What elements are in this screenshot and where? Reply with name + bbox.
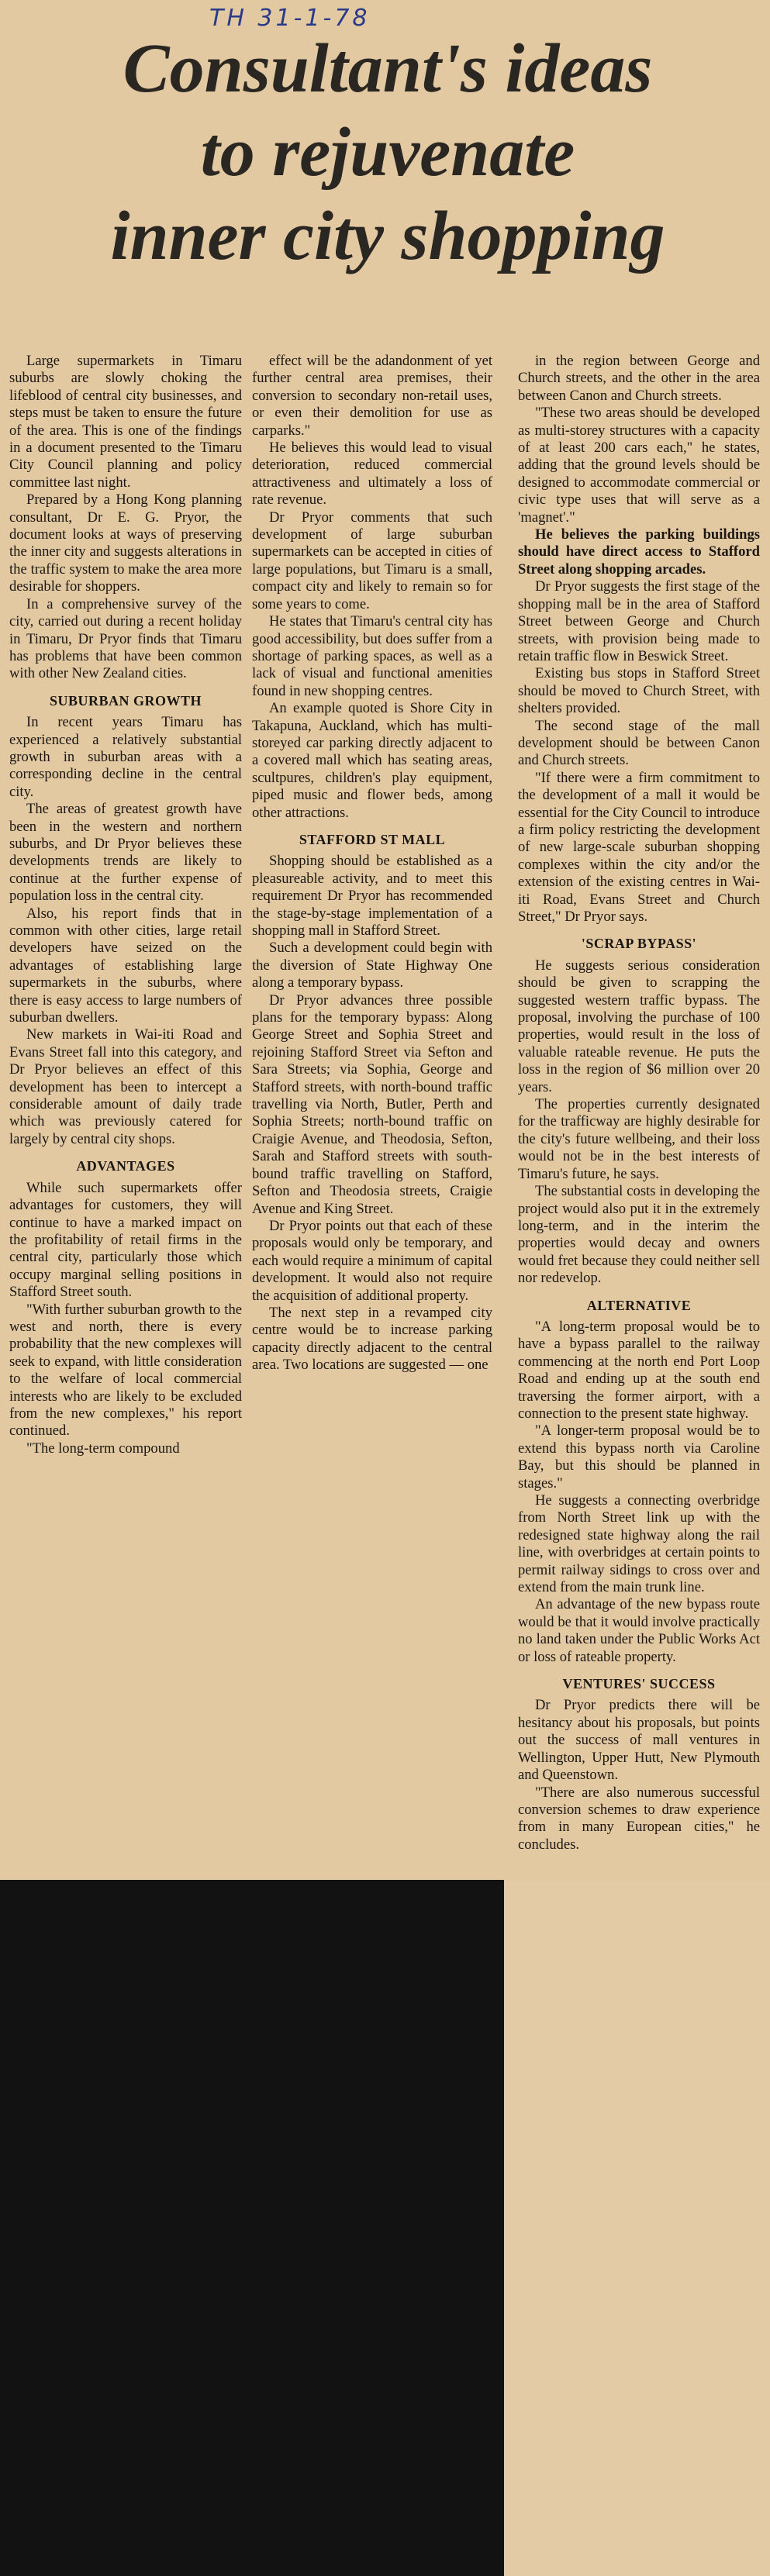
headline-line: inner city shopping [110,198,665,274]
paragraph: "If there were a firm commitment to the development of a mall it would be essential for the City Council to introduce a firm policy restricting the development of new large-scale suburban shopping complexes within the city and/or the extension of the existing centres in Wai-iti Road, Evans Street and Church Street," Dr Pryor says. [518,769,760,925]
subheading: SUBURBAN GROWTH [49,692,202,709]
paragraph: The properties currently designated for the trafficway are highly desirable for the city's future wellbeing, and their loss would not be in the best interests of Timaru's future, he says. [518,1096,760,1182]
paragraph: "With further suburban growth to the west and north, there is every probability that the new complexes will seek to expand, with little consideration to the welfare of local commercial interests who are likely to be excluded from the new complexes," his report continued. [9,1301,242,1440]
paragraph: "A longer-term proposal would be to extend this bypass north via Caroline Bay, but this should be planned in stages." [518,1422,760,1491]
paragraph: He suggests serious consideration should be given to scrapping the suggested western traffic bypass. The proposal, involving the purchase of 100 properties, would result in the loss of valuable rateable revenue. He puts the loss in the region of $6 million over 20 years. [518,957,760,1095]
subheading: VENTURES' SUCCESS [562,1676,716,1692]
paragraph: Dr Pryor points out that each of these proposals would only be temporary, and each would require a minimum of capital development. It would also not require the acquisition of additional property. [252,1217,492,1304]
subheading: STAFFORD ST MALL [299,831,446,847]
paragraph: Existing bus stops in Stafford Street should be moved to Church Street, with shelters provided. [518,665,760,717]
paragraph: Such a development could begin with the diversion of State Highway One along a temporary bypass. [252,940,492,991]
paragraph: He states that Timaru's central city has good accessibility, but does suffer from a shortage of parking spaces, as well as a lack of visual and functional amenities found in new shopping centres. [252,613,492,699]
paragraph: Dr Pryor comments that such development of large suburban supermarkets can be accepted in cities of large populations, but Timaru is a small, compact city and likely to remain so for some years to come. [252,509,492,612]
paragraph: An advantage of the new bypass route would be that it would involve practically no land taken under the Public Works Act or loss of rateable property. [518,1596,760,1665]
paragraph: The substantial costs in developing the project would also put it in the extremely long-term, and in the interim the properties would decay and owners would fret because they could neither sell nor redevelop. [518,1183,760,1287]
article-column-2 [252,353,492,1374]
paragraph: Shopping should be established as a pleasureable activity, and to meet this requirement Dr Pryor has recommended the stage-by-stage implementation of a shopping mall in Stafford Street. [252,853,492,939]
paragraph: The second stage of the mall development should be between Canon and Church streets. [518,717,760,769]
paragraph: The next step in a revamped city centre would be to increase parking capacity directly adjacent to the central area. Two locations are suggested — one [252,1304,492,1374]
headline-line: to rejuvenate [200,114,575,191]
paragraph: Dr Pryor advances three possible plans for the temporary bypass: Along George Street and Sophia Street and rejoining Stafford Street via Sefton and Sara Streets; via Sophia, George and Stafford streets, with north-bound traffic travelling via North, Butler, Perth and Sophia Streets; north-bound traffic on Craigie Avenue, and Theodosia, Sefton, Sarah and Stafford streets with south-bound traffic travelling on Stafford, Sefton and Theodosia streets, Craigie Avenue and King Street. [252,991,492,1217]
paragraph: While such supermarkets offer advantages for customers, they will continue to have a marked impact on the profitability of retail firms in the central city, particularly those which occupy marginal selling positions in Stafford Street south. [9,1179,242,1301]
paragraph: An example quoted is Shore City in Takapuna, Auckland, which has multi-storeyed car parking directly adjacent to a covered mall which has seating areas, scultpures, children's play equipment, piped music and flower beds, among other attractions. [252,700,492,821]
paragraph: "These two areas should be developed as multi-storey structures with a capacity of at least 200 cars each," he states, adding that the ground levels should be designed to accommodate commercial or civic type uses that will serve as a 'magnet'." [518,405,760,526]
paragraph: "There are also numerous successful conversion schemes to draw experience from in many European cities," he concludes. [518,1784,760,1853]
paragraph: He believes this would lead to visual deterioration, reduced commercial attractiveness and ultimately a loss of rate revenue. [252,440,492,509]
paragraph: "The long-term compound [26,1440,180,1457]
article-headline [16,27,760,278]
paragraph: "A long-term proposal would be to have a bypass parallel to the railway commencing at the north end Port Loop Road and ending up at the south end traversing the former airport, with a connection to the present state highway. [518,1318,760,1422]
paragraph: effect will be the adandonment of yet further central area premises, their conversion to secondary non-retail uses, or even their demolition for use as carparks." [252,353,492,439]
paragraph: In a comprehensive survey of the city, carried out during a recent holiday in Timaru, Dr Pryor finds that Timaru has problems that have been common with other New Zealand cities. [9,595,242,682]
article-column-3 [518,353,760,1854]
subheading: 'SCRAP BYPASS' [581,936,697,952]
paragraph: Large supermarkets in Timaru suburbs are slowly choking the lifeblood of central city businesses, and steps must be taken to ensure the future of the area. This is one of the findings in a document presented to the Timaru City Council planning and policy committee last night. [9,353,242,491]
paragraph: Dr Pryor predicts there will be hesitancy about his proposals, but points out the success of mall ventures in Wellington, Upper Hutt, New Plymouth and Queenstown. [518,1697,760,1784]
handwritten-date-note: TH 31-1-78 [209,5,371,32]
paragraph: In recent years Timaru has experienced a relatively substantial growth in suburban areas with a corresponding decline in the central city. [9,714,242,800]
paragraph: Also, his report finds that in common with other cities, large retail developers have seized on the advantages of establishing large supermarkets in the suburbs, where there is easy access to large numbers of suburban dwellers. [9,905,242,1026]
paragraph: The areas of greatest growth have been in the western and northern suburbs, and Dr Pryor believes these developments trends are likely to continue at the further expense of population loss in the central city. [9,801,242,905]
paragraph: He believes the parking buildings should have direct access to Stafford Street along shopping arcades. [518,526,760,578]
clipping-strip [504,1880,770,2576]
subheading: ALTERNATIVE [586,1297,692,1313]
paragraph: Prepared by a Hong Kong planning consultant, Dr E. G. Pryor, the document looks at ways of preserving the inner city and suggests alterations in the traffic system to make the area more desirable for shoppers. [9,491,242,595]
background-surface [0,1880,504,2576]
paragraph: New markets in Wai-iti Road and Evans Street fall into this category, and Dr Pryor believes an effect of this development has been to intercept a considerable amount of daily trade which was previously catered for largely by central city shops. [9,1026,242,1147]
paragraph: Dr Pryor suggests the first stage of the shopping mall be in the area of Stafford Street between George and Church streets, with provision being made to retain traffic flow in Beswick Street. [518,578,760,664]
article-column-1 [9,353,242,1457]
subheading: ADVANTAGES [76,1158,175,1174]
headline-line: Consultant's ideas [123,30,653,107]
paragraph: in the region between George and Church streets, and the other in the area between Canon and Church streets. [518,353,760,404]
paragraph: He suggests a connecting overbridge from North Street link up with the redesigned state highway along the rail line, with overbridges at certain points to permit railway sidings to cross over and extend from the main trunk line. [518,1492,760,1596]
